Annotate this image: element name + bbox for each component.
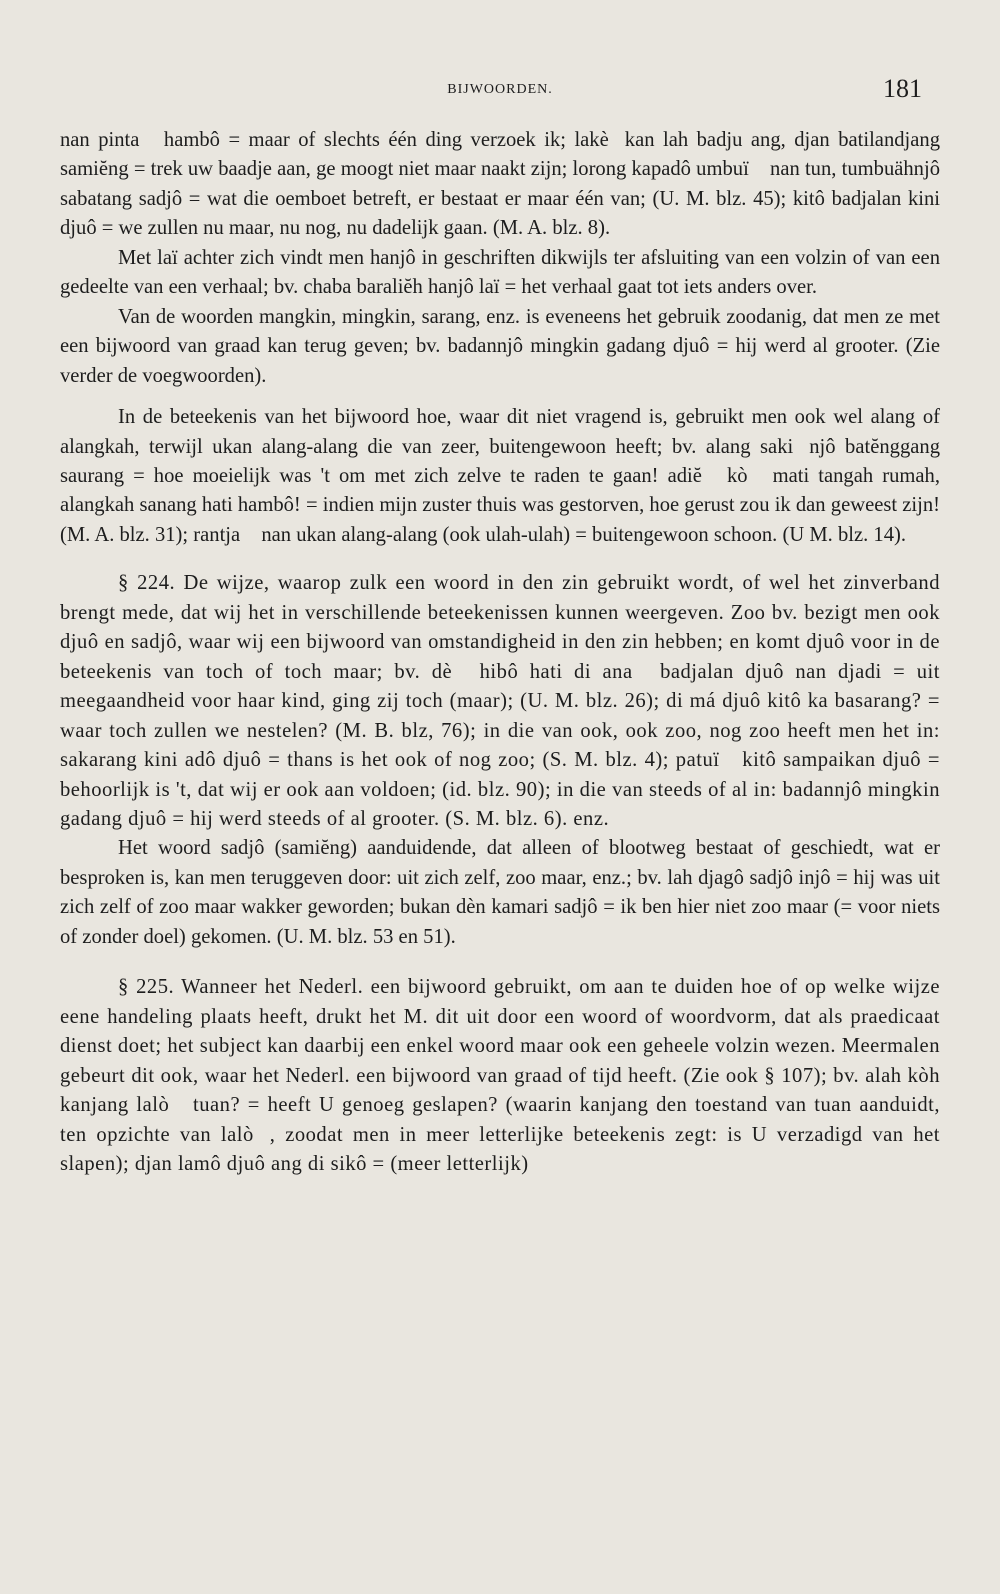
paragraph: Het woord sadjô (samiĕng) aanduidende, dat alleen of blootweg bestaat of geschiedt, wat er besproken is, kan men teruggeven door: uit zich zelf, zoo maar, enz.; bv. lah djagô sadjô injô = hij was uit zich zelf of zoo maar wakker geworden; bukan dèn kamari sadjô = ik ben hier niet zoo maar (= voor niets of zonder doel) gekomen. (U. M. blz. 53 en 51). (60, 837, 940, 948)
page-number: 181 (883, 74, 922, 103)
paragraph: Met laï achter zich vindt men hanjô in geschriften dikwijls ter afsluiting van een volzin of van een gedeelte van een verhaal; bv. chaba baraliĕh hanjô laï = het verhaal gaat tot iets anders over. (60, 246, 940, 299)
running-head: BIJWOORDEN. (447, 82, 553, 97)
section-224: § 224. De wijze, waarop zulk een woord in den zin gebruikt wordt, of wel het zinverband brengt mede, dat wij het in verschillende beteekenissen kunnen weergeven. Zoo bv. bezigt men ook djuô en sadjô, waar wij een bijwoord van omstandigheid in den zin hebben; en komt djuô voor in de beteekenis van toch of toch maar; bv. dè᷒ hibô hati di ana᷒ badjalan djuô nan djadi = uit meegaandheid voor haar kind, ging zij toch (maar); (U. M. blz. 26); di má djuô kitô ka basarang? = waar toch zullen we nestelen? (M. B. blz, 76); in die van ook, ook zoo, nog zoo heeft men het in: sakarang kini adô djuô = thans is het ook of nog zoo; (S. M. blz. 4); patuï᷒ kitô sampaikan djuô = behoorlijk is 't, dat wij er ook aan voldoen; (id. blz. 90); in die van steeds of al in: badannjô mingkin gadang djuô = hij werd steeds of al grooter. (S. M. blz. 6). enz. (60, 572, 940, 830)
section-225: § 225. Wanneer het Nederl. een bijwoord gebruikt, om aan te duiden hoe of op welke wijze eene handeling plaats heeft, drukt het M. dit uit door een woord of woordvorm, dat als praedicaat dienst doet; het subject kan daarbij een enkel woord maar ook een geheele volzin wezen. Meermalen gebeurt dit ook, waar het Nederl. een bijwoord van graad of tijd heeft. (Zie ook § 107); bv. alah kòh kanjang lalò᷒ tuan? = heeft U genoeg geslapen? (waarin kanjang den toestand van tuan aanduidt, ten opzichte van lalò᷒, zoodat men in meer letterlijke beteekenis zegt: is U verzadigd van het slapen); djan lamô djuô ang di sikô = (meer letterlijk) (60, 976, 940, 1175)
paragraph: In de beteekenis van het bijwoord hoe, waar dit niet vragend is, gebruikt men ook wel alang of alangkah, terwijl ukan alang-alang die van zeer, buitengewoon heeft; bv. alang saki᷒njô batĕnggang saurang = hoe moeielijk was 't om met zich zelve te raden te gaan! adiĕ᷒ kò᷒ mati tangah rumah, alangkah sanang hati hambô! = indien mijn zuster thuis was gestorven, hoe gerust zou ik dan geweest zijn! (M. A. blz. 31); rantja᷒ nan ukan alang-alang (ook ulah-ulah) = buitengewoon schoon. (U M. blz. 14). (60, 406, 940, 546)
paragraph: Van de woorden mangkin, mingkin, sarang, enz. is eveneens het gebruik zoodanig, dat men ze met een bijwoord van graad kan terug geven; bv. badannjô mingkin gadang djuô = hij werd al grooter. (Zie verder de voegwoorden). (60, 305, 940, 387)
page-body (60, 126, 940, 1179)
paragraph: nan pinta᷒ hambô = maar of slechts één ding verzoek ik; lakè᷒kan lah badju ang, djan batilandjang samiĕng = trek uw baadje aan, ge moogt niet maar naakt zijn; lorong kapadô umbuï᷒ nan tun, tumbuähnjô sabatang sadjô = wat die oemboet betreft, er bestaat er maar één van; (U. M. blz. 45); kitô badjalan kini djuô = we zullen nu maar, nu nog, nu dadelijk gaan. (M. A. blz. 8). (60, 129, 940, 240)
